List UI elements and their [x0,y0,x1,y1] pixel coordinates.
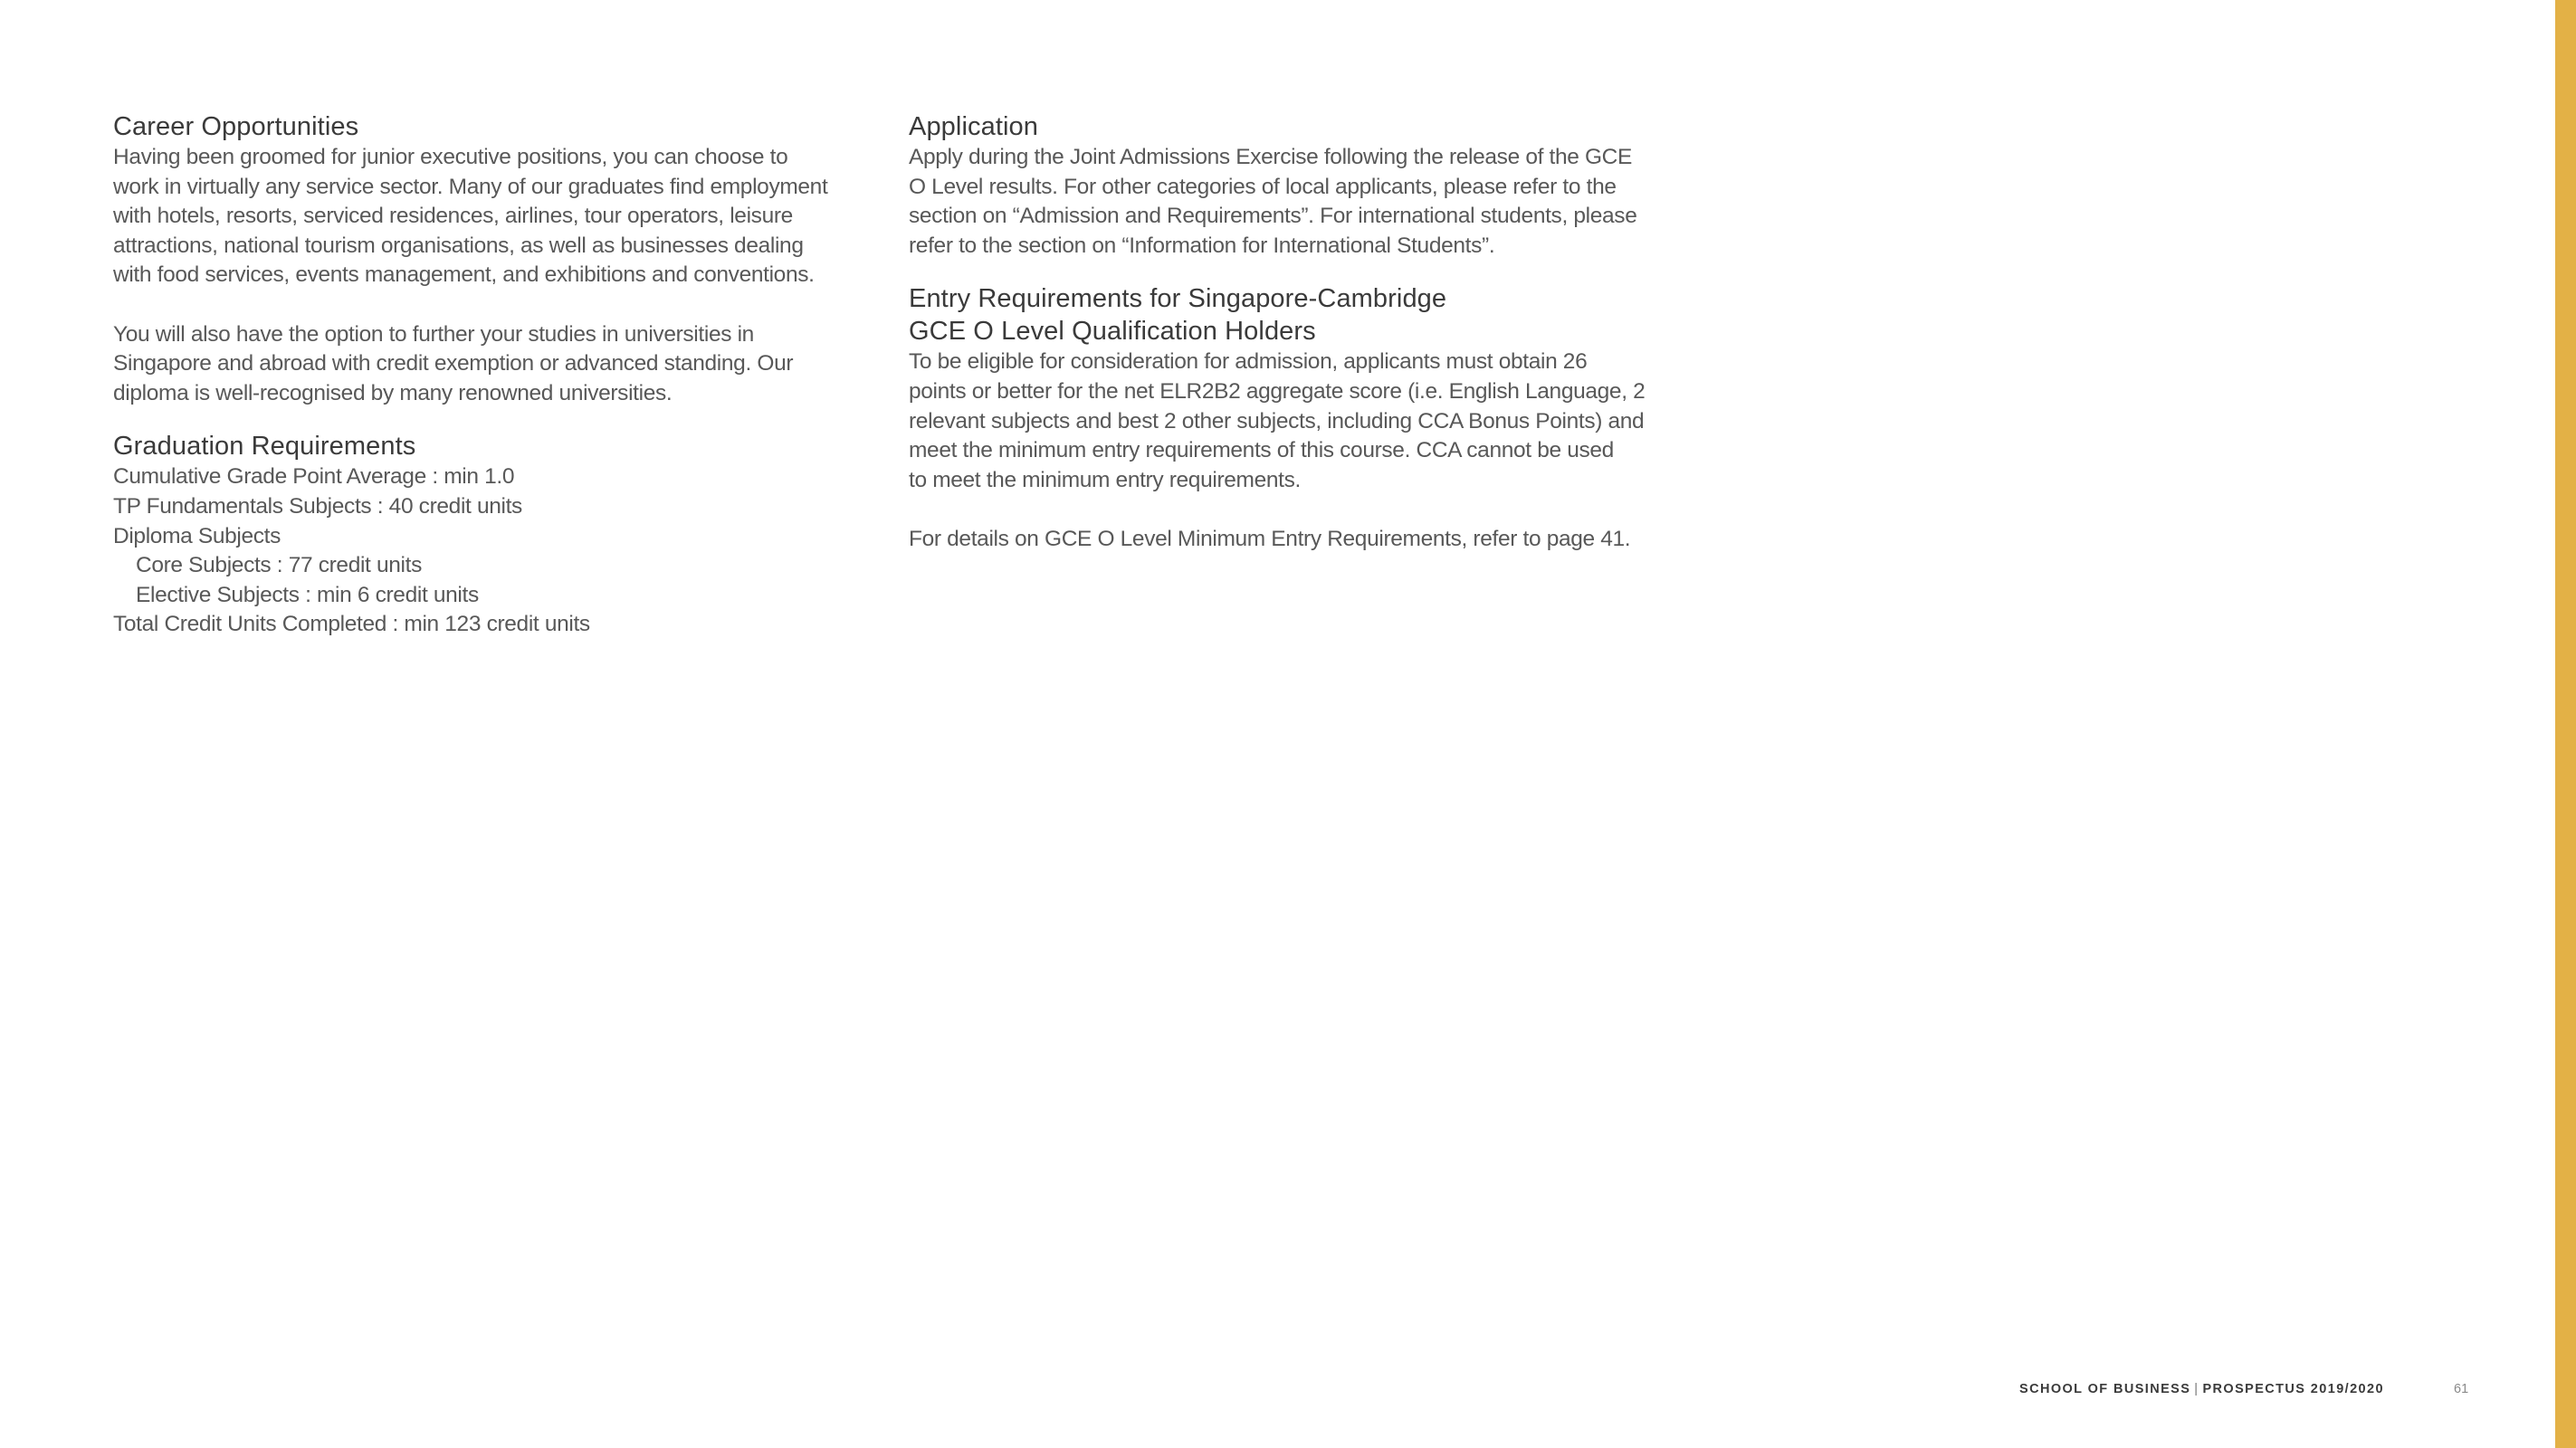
text-line: Apply during the Joint Admissions Exercise following the release of the GCE [909,145,1633,169]
text-line: attractions, national tourism organisations, as well as businesses dealing [113,233,804,258]
text-line: relevant subjects and best 2 other subjects, including CCA Bonus Points) and [909,408,1645,433]
right-column [909,110,1687,555]
text-line: refer to the section on “Information for International Students”. [909,233,1495,258]
text-line: points or better for the net ELR2B2 aggregate score (i.e. English Language, 2 [909,378,1646,404]
footer-school-name: SCHOOL OF BUSINESS [2019,1382,2191,1396]
spacer [909,261,1687,282]
text-line: You will also have the option to further your studies in universities in [113,321,754,347]
application-heading: Application [909,112,1038,141]
career-opportunities-section [113,110,883,408]
text-line: section on “Admission and Requirements”. For international students, please [909,204,1637,229]
text-line: O Level results. For other categories of local applicants, please refer to the [909,174,1617,199]
application-paragraph [909,143,1687,261]
career-opportunities-heading: Career Opportunities [113,112,359,141]
graduation-requirements-heading: Graduation Requirements [113,432,416,462]
spacer [113,408,883,430]
entry-requirements-paragraph [909,348,1687,495]
requirement-elective-subjects: Elective Subjects : min 6 credit units [136,582,479,607]
entry-requirements-note: For details on GCE O Level Minimum Entry Requirements, refer to page 41. [909,526,1631,551]
career-paragraph-1 [113,143,883,291]
entry-requirements-heading [909,282,1687,348]
footer-publication: PROSPECTUS 2019/2020 [2202,1382,2384,1396]
text-line: with food services, events management, and exhibitions and conventions. [113,262,815,288]
text-line: Having been groomed for junior executive positions, you can choose to [113,145,788,169]
heading-line: Entry Requirements for Singapore-Cambridge [909,284,1447,314]
page-number: 61 [2454,1382,2469,1396]
spacer [909,495,1687,525]
requirement-tp-fundamentals: TP Fundamentals Subjects : 40 credit units [113,493,522,519]
career-paragraph-2 [113,320,883,409]
text-line: To be eligible for consideration for admission, applicants must obtain 26 [909,349,1588,375]
requirement-total-credit-units: Total Credit Units Completed : min 123 credit units [113,612,590,637]
heading-line: GCE O Level Qualification Holders [909,317,1316,347]
text-line: meet the minimum entry requirements of this course. CCA cannot be used [909,438,1614,463]
requirement-cgpa: Cumulative Grade Point Average : min 1.0 [113,464,515,490]
text-line: diploma is well-recognised by many renowned universities. [113,380,673,405]
text-line: Singapore and abroad with credit exemption or advanced standing. Our [113,351,794,376]
footer-separator: | [2194,1382,2199,1396]
graduation-requirements-section [113,430,883,640]
text-line: with hotels, resorts, serviced residences, airlines, tour operators, leisure [113,204,793,229]
requirement-diploma-subjects: Diploma Subjects [113,523,281,548]
text-line: to meet the minimum entry requirements. [909,467,1301,492]
accent-bar [2555,0,2576,1448]
requirement-core-subjects: Core Subjects : 77 credit units [136,553,422,578]
application-section [909,110,1687,261]
spacer [113,291,883,320]
left-column [113,110,883,640]
entry-requirements-section [909,282,1687,554]
page-footer [2019,1380,2384,1398]
text-line: work in virtually any service sector. Many of our graduates find employment [113,174,828,199]
